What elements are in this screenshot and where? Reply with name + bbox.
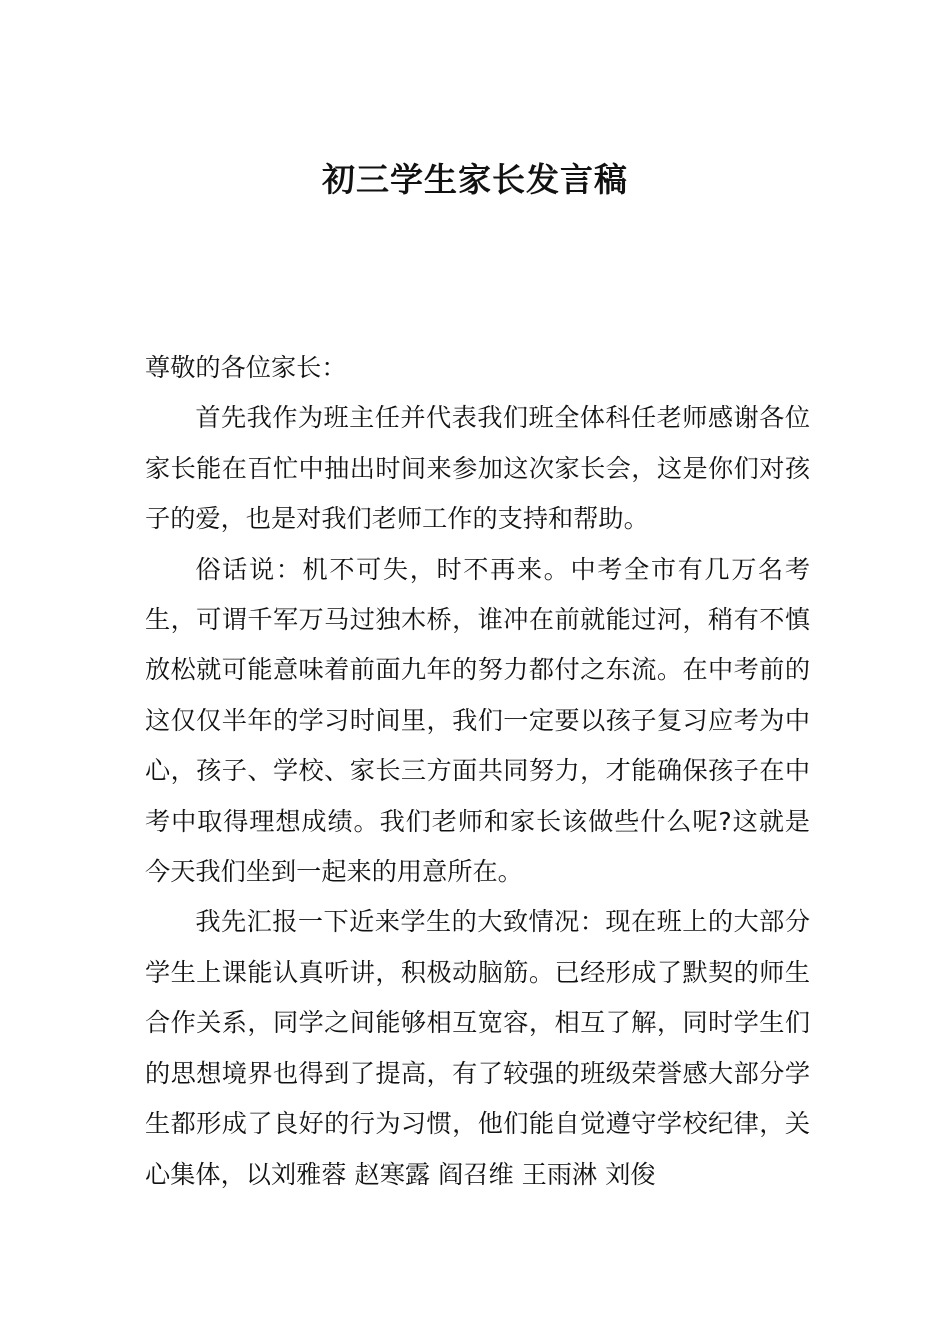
paragraph-student-situation: 我先汇报一下近来学生的大致情况：现在班上的大部分学生上课能认真听讲，积极动脑筋。已经形成了默契的师生合作关系，同学之间能够相互宽容，相互了解，同时学生们的思想境界也得到了提高，有了较强的班级荣誉感大部分学生都形成了良好的行为习惯，他们能自觉遵守学校纪律，关心集体，以刘雅蓉 赵寒露 阎召维 王雨淋 刘俊: [145, 907, 810, 1189]
document-title: 初三学生家长发言稿: [322, 160, 628, 199]
document-body: [145, 343, 810, 1200]
paragraph-exam-importance: 俗话说：机不可失，时不再来。中考全市有几万名考生，可谓千军万马过独木桥，谁冲在前就能过河，稍有不慎放松就可能意味着前面九年的努力都付之东流。在中考前的这仅仅半年的学习时间里，我们一定要以孩子复习应考为中心，孩子、学校、家长三方面共同努力，才能确保孩子在中考中取得理想成绩。我们老师和家长该做些什么呢?这就是今天我们坐到一起来的用意所在。: [145, 554, 810, 887]
salutation: 尊敬的各位家长：: [145, 353, 347, 382]
paragraph-thanks: 首先我作为班主任并代表我们班全体科任老师感谢各位家长能在百忙中抽出时间来参加这次家长会，这是你们对孩子的爱，也是对我们老师工作的支持和帮助。: [145, 403, 810, 534]
